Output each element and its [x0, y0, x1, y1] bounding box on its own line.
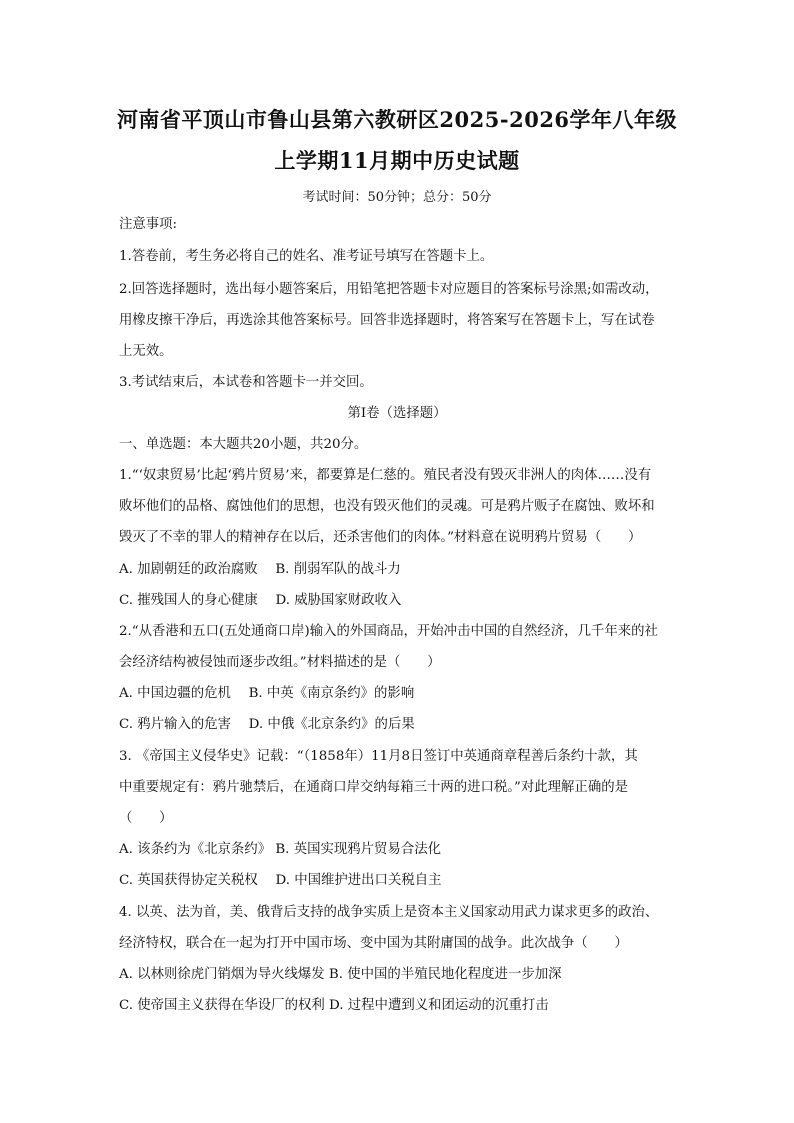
exam-title-line1: 河南省平顶山市鲁山县第六教研区2025-2026学年八年级: [116, 107, 678, 132]
exam-info: 考试时间：50分钟；总分：50分: [302, 190, 492, 205]
question-1-line3: 毁灭了不幸的罪人的精神存在以后，还杀害他们的肉体。”材料意在说明鸦片贸易（ ）: [119, 530, 642, 545]
question-4-line1: 4. 以英、法为首，美、俄背后支持的战争实质上是资本主义国家动用武力谋求更多的政治、: [119, 905, 659, 920]
question-2-line1: 2.“从香港和五口(五处通商口岸)输入的外国商品，开始冲击中国的自然经济，几千年来的社: [119, 624, 658, 639]
part-title: 一、单选题：本大题共20小题，共20分。: [119, 437, 368, 452]
question-3-line1: 3. 《帝国主义侵华史》记载：“（1858年）11月8日签订中英通商章程善后条约十款，其: [119, 749, 638, 764]
question-1-options-ab: A. 加剧朝廷的政治腐败 B. 削弱军队的战斗力: [119, 562, 401, 577]
note-item-2-line3: 上无效。: [119, 344, 173, 359]
question-4-options-ab: A. 以林则徐虎门销烟为导火线爆发 B. 使中国的半殖民地化程度进一步加深: [119, 967, 562, 982]
question-1-line1: 1.“‘奴隶贸易’比起‘鸦片贸易’来，都要算是仁慈的。殖民者没有毁灭非洲人的肉体……没有: [119, 468, 652, 483]
note-item-3: 3.考试结束后，本试卷和答题卡一并交回。: [119, 375, 373, 390]
note-item-1: 1.答卷前，考生务必将自己的姓名、准考证号填写在答题卡上。: [119, 249, 494, 264]
question-4-options-cd: C. 使帝国主义获得在华设厂的权利 D. 过程中遭到义和团运动的沉重打击: [119, 998, 549, 1013]
note-item-2-line1: 2.回答选择题时，选出每小题答案后，用铅笔把答题卡对应题目的答案标号涂黑;如需改动，: [119, 282, 659, 297]
question-2-line2: 会经济结构被侵蚀而逐步改组。”材料描述的是（ ）: [119, 655, 441, 670]
question-1-options-cd: C. 摧残国人的身心健康 D. 威胁国家财政收入: [119, 593, 402, 608]
question-3-options-cd: C. 英国获得协定关税权 D. 中国维护进出口关税自主: [119, 873, 442, 888]
volume-title: 第Ⅰ卷（选择题）: [347, 406, 447, 421]
question-3-options-ab: A. 该条约为《北京条约》 B. 英国实现鸦片贸易合法化: [119, 842, 441, 857]
question-2-options-ab: A. 中国边疆的危机 B. 中英《南京条约》的影响: [119, 686, 415, 701]
note-item-2-line2: 用橡皮擦干净后，再选涂其他答案标号。回答非选择题时，将答案写在答题卡上，写在试卷: [119, 313, 655, 328]
question-1-line2: 败坏他们的品格、腐蚀他们的思想，也没有毁灭他们的灵魂。可是鸦片贩子在腐蚀、败坏和: [119, 499, 655, 514]
notes-heading: 注意事项:: [119, 217, 178, 232]
question-3-line3: （ ）: [119, 811, 173, 826]
exam-title-line2: 上学期11月期中历史试题: [274, 148, 520, 173]
question-2-options-cd: C. 鸦片输入的危害 D. 中俄《北京条约》的后果: [119, 717, 415, 732]
question-4-line2: 经济特权，联合在一起为打开中国市场、变中国为其附庸国的战争。此次战争（ ）: [119, 936, 628, 951]
question-3-line2: 中重要规定有：鸦片驰禁后，在通商口岸交纳每箱三十两的进口税。”对此理解正确的是: [119, 780, 628, 795]
